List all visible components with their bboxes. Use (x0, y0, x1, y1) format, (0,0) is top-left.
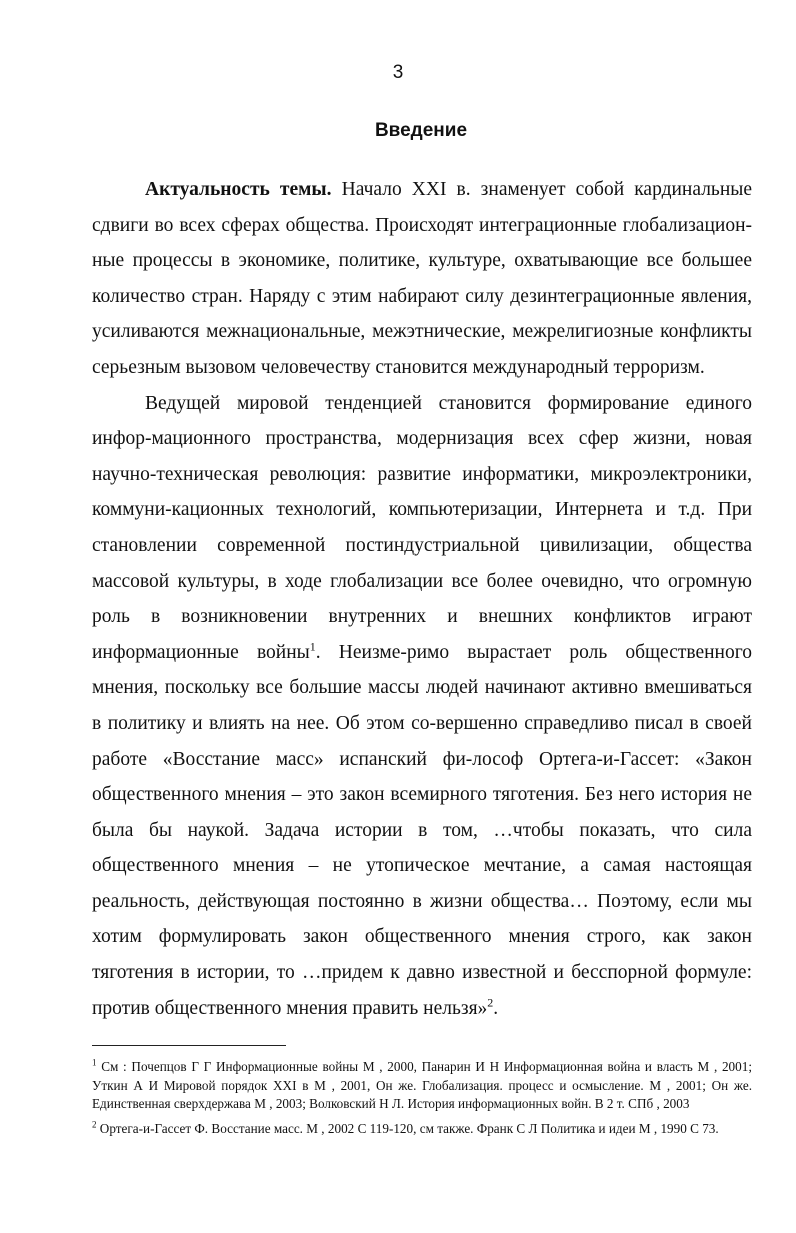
footnote-text: См : Почепцов Г Г Информационные войны М , 2000, Панарин И Н Информационная война и власть М , 2001; Уткин А И Мировой порядок XXI в М , 2001, Он же. Глобализация. процесс и осмысление. М , 2001; Он же. Единственная сверхдержава М , 2003; Волковский Н Л. История информационных войн. В 2 т. СПб , 2003 (92, 1059, 752, 1111)
footnote-reference: 2 (487, 995, 494, 1010)
footnote-marker: 2 (92, 1119, 97, 1130)
paragraph-text: Ведущей мировой тенденцией становится формирование единого инфор-мационного пространства, модернизация всех сфер жизни, новая научно-техническая революция: развитие информатики, микроэлектроники, коммуни-кационных технологий, компьютеризации, Интернета и т.д. При становлении современной постиндустриальной цивилизации, общества массовой культуры, в ходе глобализации все более очевидно, что огромную роль в возникновении внутренних и внешних конфликтов играют информационные войны (92, 392, 752, 663)
footnotes (92, 1058, 752, 1144)
paragraph-text: . (493, 997, 499, 1019)
footnote-divider (92, 1045, 286, 1046)
footnote (92, 1120, 752, 1139)
footnote-reference: 1 (309, 639, 316, 654)
paragraph (92, 386, 752, 1027)
footnote-marker: 1 (92, 1057, 97, 1068)
paragraph-lead: Актуальность темы. (145, 179, 332, 200)
paragraph-text: . Неизме-римо вырастает роль общественного мнения, поскольку все большие массы людей начинают активно вмешиваться в политику и влиять на нее. Об этом со-вершенно справедливо писал в своей работе «Восстание масс» испанский фи-лософ Ортега-и-Гассет: «Закон общественного мнения – это закон всемирного тяготения. Без него история не была бы наукой. Задача истории в том, …чтобы показать, что сила общественного мнения – не утопическое мечтание, а самая настоящая реальность, действующая постоянно в жизни общества… Поэтому, если мы хотим формулировать закон общественного мнения строго, как закон тяготения в истории, то …придем к давно известной и бесспорной формуле: против общественного мнения править нельзя» (92, 641, 753, 1019)
paragraph-text: Начало XXI в. знаменует собой кардинальные сдвиги во всех сферах общества. Происходят интеграционные глобализацион-ные процессы в экономике, политике, культуре, охватывающие все большее количество стран. Наряду с этим набирают силу дезинтеграционные явления, усиливаются межнациональные, межэтнические, межрелигиозные конфликты серьезным вызовом человечеству становится международный терроризм. (92, 179, 753, 378)
section-heading: Введение (374, 120, 468, 141)
footnote-text: Ортега-и-Гассет Ф. Восстание масс. М , 2002 С 119-120, см также. Франк С Л Политика и идеи М , 1990 С 73. (96, 1120, 719, 1136)
paragraph (92, 172, 752, 386)
page-number: 3 (392, 62, 404, 83)
main-text (92, 172, 752, 1026)
footnote (92, 1058, 752, 1114)
